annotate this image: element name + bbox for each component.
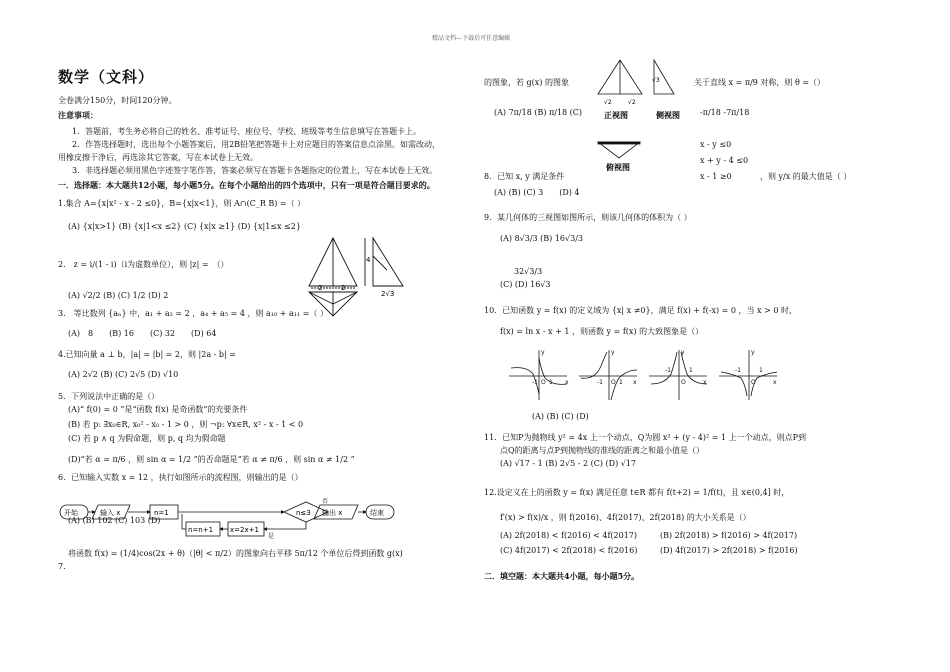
flow-start-label: 开始 xyxy=(64,509,78,517)
graph-c-m1: -1 xyxy=(665,367,671,374)
graph-a-1: 1 xyxy=(549,379,553,386)
flow-input-label: 输入 x xyxy=(100,509,121,517)
q8-cond-3: x - 1 ≥0 xyxy=(700,172,732,181)
graph-d-1: 1 xyxy=(759,367,763,374)
q9-options-cd: (C) (D) 16√3 xyxy=(500,280,551,289)
q8-options: (A) (B) (C) 3 (D) 4 xyxy=(494,188,580,197)
q7-options: (A) 7π/18 (B) π/18 (C) xyxy=(494,108,583,117)
graph-a-m1: -1 xyxy=(532,379,538,386)
flow-inc-label: n=n+1 xyxy=(188,526,214,534)
q10-options: (A) (B) (C) (D) xyxy=(532,412,589,421)
front-view-label: 正视图 xyxy=(604,111,628,120)
q7-number: 7． xyxy=(58,562,72,571)
q6-stem: 6．已知输入实数 x = 12 ，执行如图所示的流程图，则输出的是（） xyxy=(58,473,303,482)
fig-dim-2r3: 2√3 xyxy=(381,290,395,298)
q8-stem: 8．已知 x, y 满足条件 xyxy=(484,172,565,181)
q10-stem-2: f(x) = ln x - x + 1 ，则函数 y = f(x) 的大致图象是（） xyxy=(500,327,704,336)
fig-dim-2b: 2 xyxy=(341,284,346,292)
graph-b-y: y xyxy=(611,349,615,356)
fig-dim-4: 4 xyxy=(366,256,371,264)
page-header: 精品文档---下载后可任意编辑 xyxy=(432,35,511,42)
note-2: 2．作答选择题时，选出每个小题答案后，用2B铅笔把答题卡上对应题目的答案信息点涂黑。如需改动， xyxy=(72,140,441,149)
q11-stem-2: 点Q的距离与点P到抛物线的准线的距离之和最小值是（） xyxy=(500,446,704,455)
q5-option-a: (A)“ f(0) = 0 ”是“函数 f(x) 是奇函数”的充要条件 xyxy=(68,405,248,414)
graph-c-1: 1 xyxy=(689,367,693,374)
graph-b-o: O xyxy=(611,379,616,386)
graph-b-m1: -1 xyxy=(597,379,603,386)
q8-ask: ，则 y/x 的最大值是（ ） xyxy=(760,172,852,181)
graph-d-m1: -1 xyxy=(735,367,741,374)
q8-cond-2: x + y - 4 ≤0 xyxy=(700,156,749,165)
q5-option-d: (D)“若 α = π/6 ，则 sin α = 1/2 ”的否命题是“若 α ≠ π/6 ，则 sin α ≠ 1/2 ” xyxy=(68,455,355,464)
fig-dim-2a: 2 xyxy=(318,284,323,292)
q9-stem: 9．某几何体的三视图如图所示，则该几何体的体积为（ ） xyxy=(484,213,692,222)
section-fill-heading: 二．填空题：本大题共4小题，每小题5分。 xyxy=(484,571,640,581)
note-4: 3．非选择题必须用黑色字迹签字笔作答，答案必须写在答题卡各题指定的位置上，写在本试卷上无效。 xyxy=(72,166,438,175)
flow-output-label: 输出 x xyxy=(322,509,343,517)
dim-root2-a: √2 xyxy=(604,99,612,106)
q1-stem: 1.集合 A={x|x² - x - 2 ≤0}，B={x|x<1}，则 A∩(C_R B) =（ ） xyxy=(58,199,306,208)
flowchart xyxy=(58,494,398,546)
graph-d-x: x xyxy=(773,379,777,386)
q12-stem: 12.设定义在上的函数 y = f(x) 满足任意 t∈R 都有 f(t+2) = 1/f(t)，且 x∈(0,4] 时， xyxy=(484,488,790,497)
dim-root2-b: √2 xyxy=(628,99,636,106)
q7-stem: 将函数 f(x) = (1/4)cos(2x + θ)（|θ| < π/2）的图象向右平移 5π/12 个单位后得到函数 g(x) xyxy=(68,549,403,558)
q11-options: (A) √17 - 1 (B) 2√5 - 2 (C) (D) √17 xyxy=(500,459,637,468)
q2-options: (A) √2/2 (B) (C) 1/2 (D) 2 xyxy=(68,291,169,300)
q4-stem: 4.已知向量 a ⊥ b，|a| = |b| = 2，则 |2a - b| = xyxy=(58,350,236,359)
flow-yes-label: 是 xyxy=(268,533,275,540)
q9-options-c-value: 32√3/3 xyxy=(514,267,543,276)
q12-stem-2: f′(x) > f(x)/x ，则 f(2016)、4f(2017)、2f(2018) 的大小关系是（） xyxy=(500,513,751,522)
q11-stem: 11．已知P为抛物线 y² = 4x 上一个动点，Q为圆 x² + (y - 4)² = 1 上一个动点，则点P到 xyxy=(484,433,807,442)
q7-continued: 的图象，若 g(x) 的图象 xyxy=(484,78,569,87)
note-3: 用橡皮擦干净后，再选涂其它答案，写在本试卷上无效。 xyxy=(58,153,258,162)
q4-options: (A) 2√2 (B) (C) 2√5 (D) √10 xyxy=(68,370,179,379)
graph-c-y: y xyxy=(681,349,685,356)
graph-c-x: x xyxy=(703,379,707,386)
q10-graphs xyxy=(505,344,795,404)
q6-options: (A) (B) 102 (C) 103 (D) xyxy=(68,516,161,525)
flow-cond-label: n≤3 xyxy=(296,509,311,517)
q10-stem: 10．已知函数 y = f(x) 的定义域为 {x| x ≠0}，满足 f(x) + f(-x) = 0 ，当 x > 0 时， xyxy=(484,306,797,315)
three-views-figure xyxy=(596,58,696,176)
q12-option-c: (C) 4f(2017) < 2f(2018) < f(2016) xyxy=(500,546,638,555)
dim-root3: √3 xyxy=(652,77,660,84)
q5-stem: 5．下列说法中正确的是（） xyxy=(58,392,160,401)
page-title: 数学（文科） xyxy=(58,68,155,86)
flow-update-label: x=2x+1 xyxy=(230,526,259,534)
flow-init-label: n=1 xyxy=(154,509,169,517)
q7-symmetry: 关于直线 x = π/9 对称，则 θ =（） xyxy=(694,78,826,87)
graph-a-x: x xyxy=(565,379,569,386)
flow-end-label: 结束 xyxy=(370,509,384,517)
left-three-view-figure xyxy=(305,236,415,336)
note-1: 1．答题前，考生务必将自己的姓名、准考证号、座位号、学校、班级等考生信息填写在答题卡上。 xyxy=(72,127,422,136)
flow-no-label: 否 xyxy=(322,498,329,505)
graph-a-y: y xyxy=(541,349,545,356)
q12-option-d: (D) 4f(2017) > 2f(2018) > f(2016) xyxy=(660,546,798,555)
graph-a-o: O xyxy=(541,379,546,386)
graph-c-o: O xyxy=(681,379,686,386)
graph-d-o: O xyxy=(751,379,756,386)
q5-option-c: (C) 若 p ∧ q 为假命题，则 p, q 均为假命题 xyxy=(68,434,226,443)
q9-options: (A) 8√3/3 (B) 16√3/3 xyxy=(500,234,583,243)
q5-option-b: (B) 若 p: ∃x₀∈R, x₀² - x₀ - 1 > 0 ，则 ¬p: ∀x∈R, x² - x - 1 < 0 xyxy=(68,420,304,429)
q3-options: (A) 8 (B) 16 (C) 32 (D) 64 xyxy=(68,329,217,338)
q7-options-d: -π/18 -7π/18 xyxy=(700,108,750,117)
graph-b-1: 1 xyxy=(619,379,623,386)
notes-title: 注意事项： xyxy=(58,110,98,120)
graph-d-y: y xyxy=(751,349,755,356)
q3-stem: 3. 等比数列 {aₙ} 中，a₁ + a₂ = 2 ，a₄ + a₅ = 4 ，则 a₁₀ + a₁₁ =（ ） xyxy=(58,309,328,318)
score-time: 全卷满分150分，时间120分钟。 xyxy=(58,96,177,105)
graph-b-x: x xyxy=(633,379,637,386)
top-view-label: 俯视图 xyxy=(606,163,630,172)
side-view-label: 侧视图 xyxy=(656,111,680,120)
q12-option-a: (A) 2f(2018) < f(2016) < 4f(2017) xyxy=(500,531,638,540)
section-choice-heading: 一．选择题：本大题共12小题，每小题5分。在每个小题给出的四个选项中，只有一项是符合题目要求的。 xyxy=(58,180,435,190)
q1-options: (A) {x|x>1} (B) {x|1<x ≤2} (C) {x|x ≥1} (D) {x|1≤x ≤2} xyxy=(68,222,301,231)
q8-cond-1: x - y ≤0 xyxy=(700,140,732,149)
q2-stem: 2. z = i/(1 - i)（i为虚数单位），则 |z| = （） xyxy=(58,260,229,269)
q12-option-b: (B) 2f(2018) > f(2016) > 4f(2017) xyxy=(660,531,798,540)
